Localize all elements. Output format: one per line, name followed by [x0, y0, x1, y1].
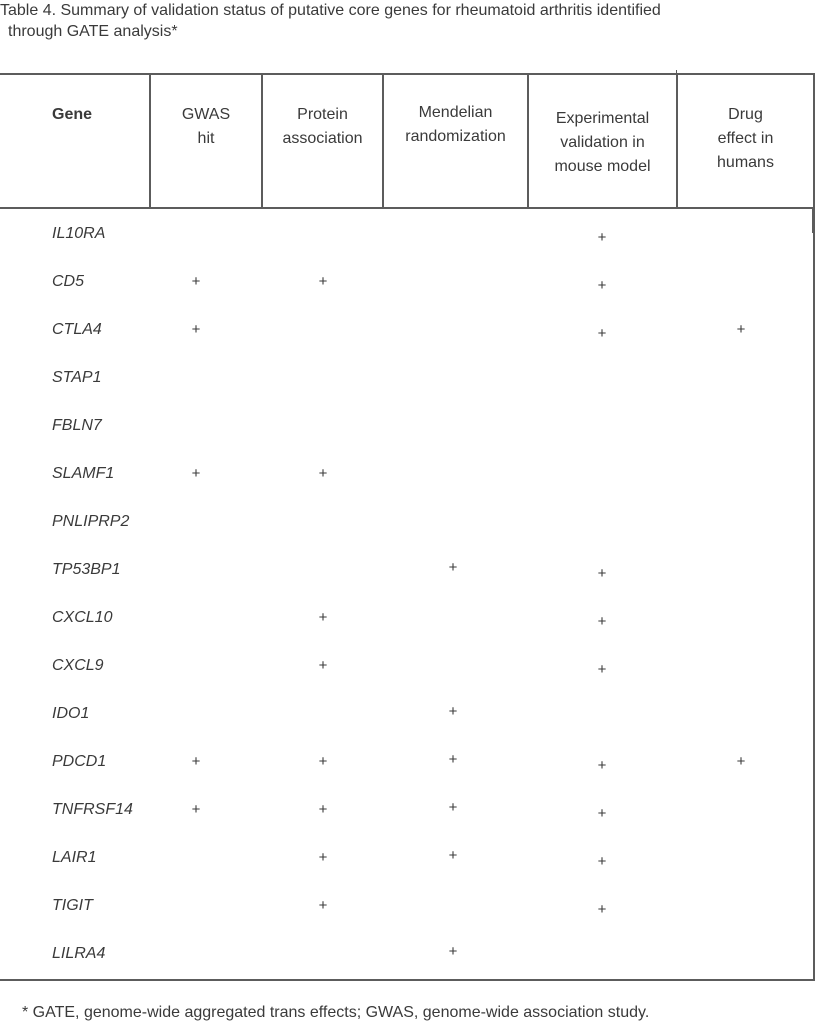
- mendelian-mark: +: [448, 799, 458, 816]
- mendelian-mark: +: [448, 703, 458, 720]
- header-gwas: [151, 75, 263, 207]
- protein-mark: +: [318, 753, 328, 770]
- table-row: [0, 449, 813, 497]
- gene-name: TIGIT: [52, 897, 93, 914]
- table-caption: [0, 0, 800, 42]
- gene-name: TP53BP1: [52, 561, 121, 578]
- drug-mark: +: [736, 753, 746, 770]
- header-gene: [0, 75, 151, 207]
- gene-name: CD5: [52, 273, 85, 290]
- gene-name: CXCL10: [52, 609, 113, 626]
- experimental-mark: +: [597, 661, 607, 678]
- table-row: [0, 209, 813, 257]
- header-experimental: [529, 75, 678, 207]
- gwas-mark: +: [191, 273, 201, 290]
- gwas-mark: +: [191, 801, 201, 818]
- gene-name: SLAMF1: [52, 465, 115, 482]
- experimental-mark: +: [597, 901, 607, 918]
- gene-name: IDO1: [52, 705, 90, 722]
- table-row: [0, 305, 813, 353]
- gene-name: IL10RA: [52, 225, 106, 242]
- header-gwas-line-1: GWAS: [181, 106, 231, 123]
- table-header-row: [0, 75, 813, 209]
- gwas-mark: +: [191, 465, 201, 482]
- gene-name: PNLIPRP2: [52, 513, 130, 530]
- header-protein: [263, 75, 384, 207]
- gene-name: PDCD1: [52, 753, 107, 770]
- gene-name: CTLA4: [52, 321, 102, 338]
- table-row: [0, 737, 813, 785]
- gene-name: LAIR1: [52, 849, 97, 866]
- protein-mark: +: [318, 897, 328, 914]
- header-protein-line-2: association: [282, 130, 363, 147]
- protein-mark: +: [318, 609, 328, 626]
- mendelian-mark: +: [448, 943, 458, 960]
- experimental-mark: +: [597, 229, 607, 246]
- experimental-mark: +: [597, 613, 607, 630]
- table-row: [0, 785, 813, 833]
- header-gwas-line-2: hit: [197, 130, 215, 147]
- table-row: [0, 353, 813, 401]
- gene-name: TNFRSF14: [52, 801, 133, 818]
- table-row: [0, 689, 813, 737]
- header-experimental-line-3: mouse model: [554, 158, 651, 175]
- gwas-mark: +: [191, 753, 201, 770]
- gwas-mark: +: [191, 321, 201, 338]
- validation-table: [0, 73, 815, 981]
- header-drug: [678, 75, 813, 207]
- header-protein-line-1: Protein: [297, 106, 348, 123]
- table-footnote: * GATE, genome-wide aggregated trans effects; GWAS, genome-wide association study.: [22, 1004, 650, 1021]
- experimental-mark: +: [597, 565, 607, 582]
- header-drug-line-3: humans: [717, 154, 774, 171]
- experimental-mark: +: [597, 853, 607, 870]
- table-row: [0, 641, 813, 689]
- experimental-mark: +: [597, 325, 607, 342]
- table-row: [0, 257, 813, 305]
- protein-mark: +: [318, 801, 328, 818]
- gene-name: CXCL9: [52, 657, 104, 674]
- header-mendelian-line-1: Mendelian: [418, 104, 493, 121]
- protein-mark: +: [318, 465, 328, 482]
- drug-mark: +: [736, 321, 746, 338]
- header-mendelian: [384, 75, 529, 207]
- gene-name: STAP1: [52, 369, 102, 386]
- header-experimental-line-1: Experimental: [555, 110, 650, 127]
- header-drug-line-1: Drug: [728, 106, 763, 123]
- table-row: [0, 545, 813, 593]
- header-gene-label: Gene: [52, 106, 93, 123]
- table-row: [0, 929, 813, 977]
- table-row: [0, 497, 813, 545]
- protein-mark: +: [318, 657, 328, 674]
- mendelian-mark: +: [448, 847, 458, 864]
- table-row: [0, 881, 813, 929]
- gene-name: LILRA4: [52, 945, 106, 962]
- gene-name: FBLN7: [52, 417, 102, 434]
- mendelian-mark: +: [448, 559, 458, 576]
- header-experimental-line-2: validation in: [560, 134, 645, 151]
- header-drug-line-2: effect in: [717, 130, 774, 147]
- caption-line-2: through GATE analysis*: [8, 23, 178, 40]
- experimental-mark: +: [597, 757, 607, 774]
- experimental-mark: +: [597, 277, 607, 294]
- mendelian-mark: +: [448, 751, 458, 768]
- table-row: [0, 833, 813, 881]
- caption-line-1: Table 4. Summary of validation status of putative core genes for rheumatoid arthritis identified: [0, 2, 661, 19]
- protein-mark: +: [318, 273, 328, 290]
- table-row: [0, 401, 813, 449]
- table-row: [0, 593, 813, 641]
- experimental-mark: +: [597, 805, 607, 822]
- protein-mark: +: [318, 849, 328, 866]
- header-mendelian-line-2: randomization: [405, 128, 506, 145]
